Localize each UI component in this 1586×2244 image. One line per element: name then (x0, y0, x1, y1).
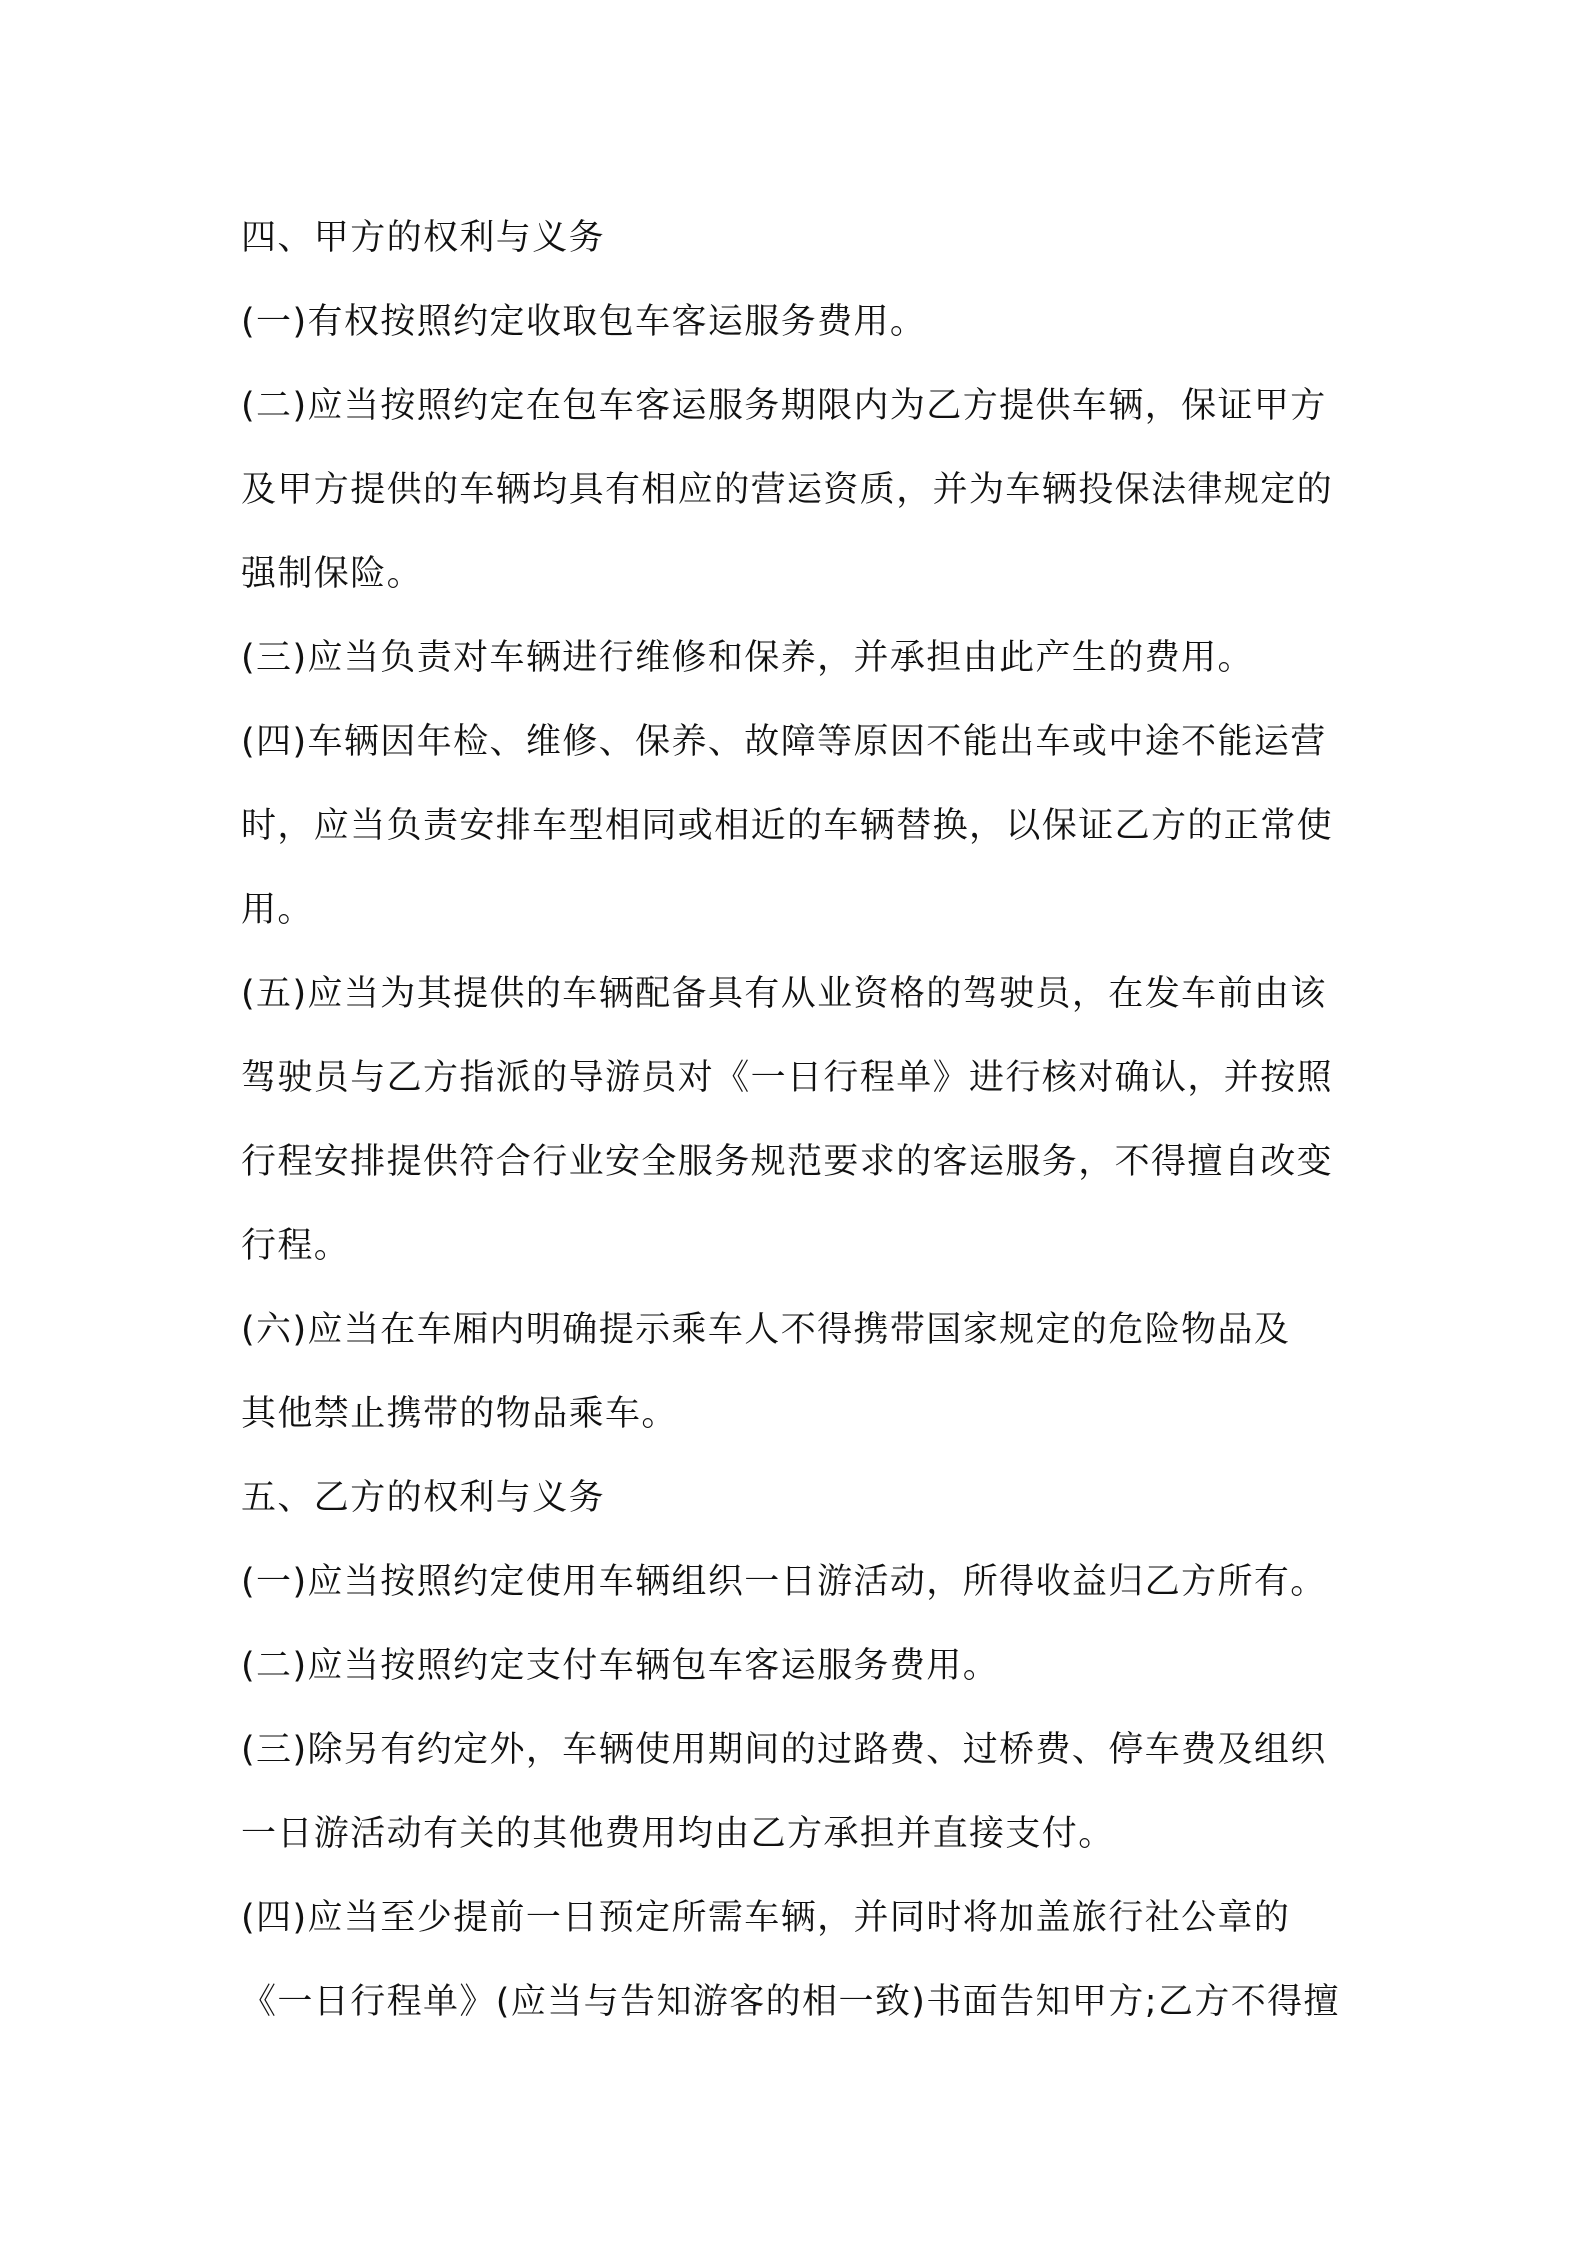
paragraph-line: (二)应当按照约定支付车辆包车客运服务费用。 (241, 1646, 1000, 1686)
paragraph-line: (三)应当负责对车辆进行维修和保养，并承担由此产生的费用。 (241, 638, 1254, 678)
paragraph-line: (一)有权按照约定收取包车客运服务费用。 (241, 302, 927, 342)
paragraph-line: 时，应当负责安排车型相同或相近的车辆替换，以保证乙方的正常使 (241, 806, 1334, 846)
paragraph-line: 驾驶员与乙方指派的导游员对《一日行程单》进行核对确认，并按照 (241, 1058, 1334, 1098)
paragraph-line: 用。 (241, 890, 314, 930)
paragraph-line: 《一日行程单》(应当与告知游客的相一致)书面告知甲方;乙方不得擅 (241, 1982, 1340, 2022)
paragraph-line: 一日游活动有关的其他费用均由乙方承担并直接支付。 (241, 1814, 1115, 1854)
section-heading-party-a: 四、甲方的权利与义务 (241, 218, 606, 258)
paragraph-line: 及甲方提供的车辆均具有相应的营运资质，并为车辆投保法律规定的 (241, 470, 1334, 510)
paragraph-line: (二)应当按照约定在包车客运服务期限内为乙方提供车辆，保证甲方 (241, 386, 1327, 426)
paragraph-line: (四)车辆因年检、维修、保养、故障等原因不能出车或中途不能运营 (241, 722, 1327, 762)
paragraph-line: 其他禁止携带的物品乘车。 (241, 1394, 678, 1434)
paragraph-line: (四)应当至少提前一日预定所需车辆，并同时将加盖旅行社公章的 (241, 1898, 1291, 1938)
paragraph-line: (五)应当为其提供的车辆配备具有从业资格的驾驶员，在发车前由该 (241, 974, 1327, 1014)
paragraph-line: (一)应当按照约定使用车辆组织一日游活动，所得收益归乙方所有。 (241, 1562, 1327, 1602)
document-body (241, 196, 1361, 2044)
paragraph-line: (三)除另有约定外，车辆使用期间的过路费、过桥费、停车费及组织 (241, 1730, 1327, 1770)
paragraph-line: (六)应当在车厢内明确提示乘车人不得携带国家规定的危险物品及 (241, 1310, 1291, 1350)
paragraph-line: 行程。 (241, 1226, 351, 1266)
paragraph-line: 强制保险。 (241, 554, 424, 594)
paragraph-line: 行程安排提供符合行业安全服务规范要求的客运服务，不得擅自改变 (241, 1142, 1334, 1182)
section-heading-party-b: 五、乙方的权利与义务 (241, 1478, 606, 1518)
